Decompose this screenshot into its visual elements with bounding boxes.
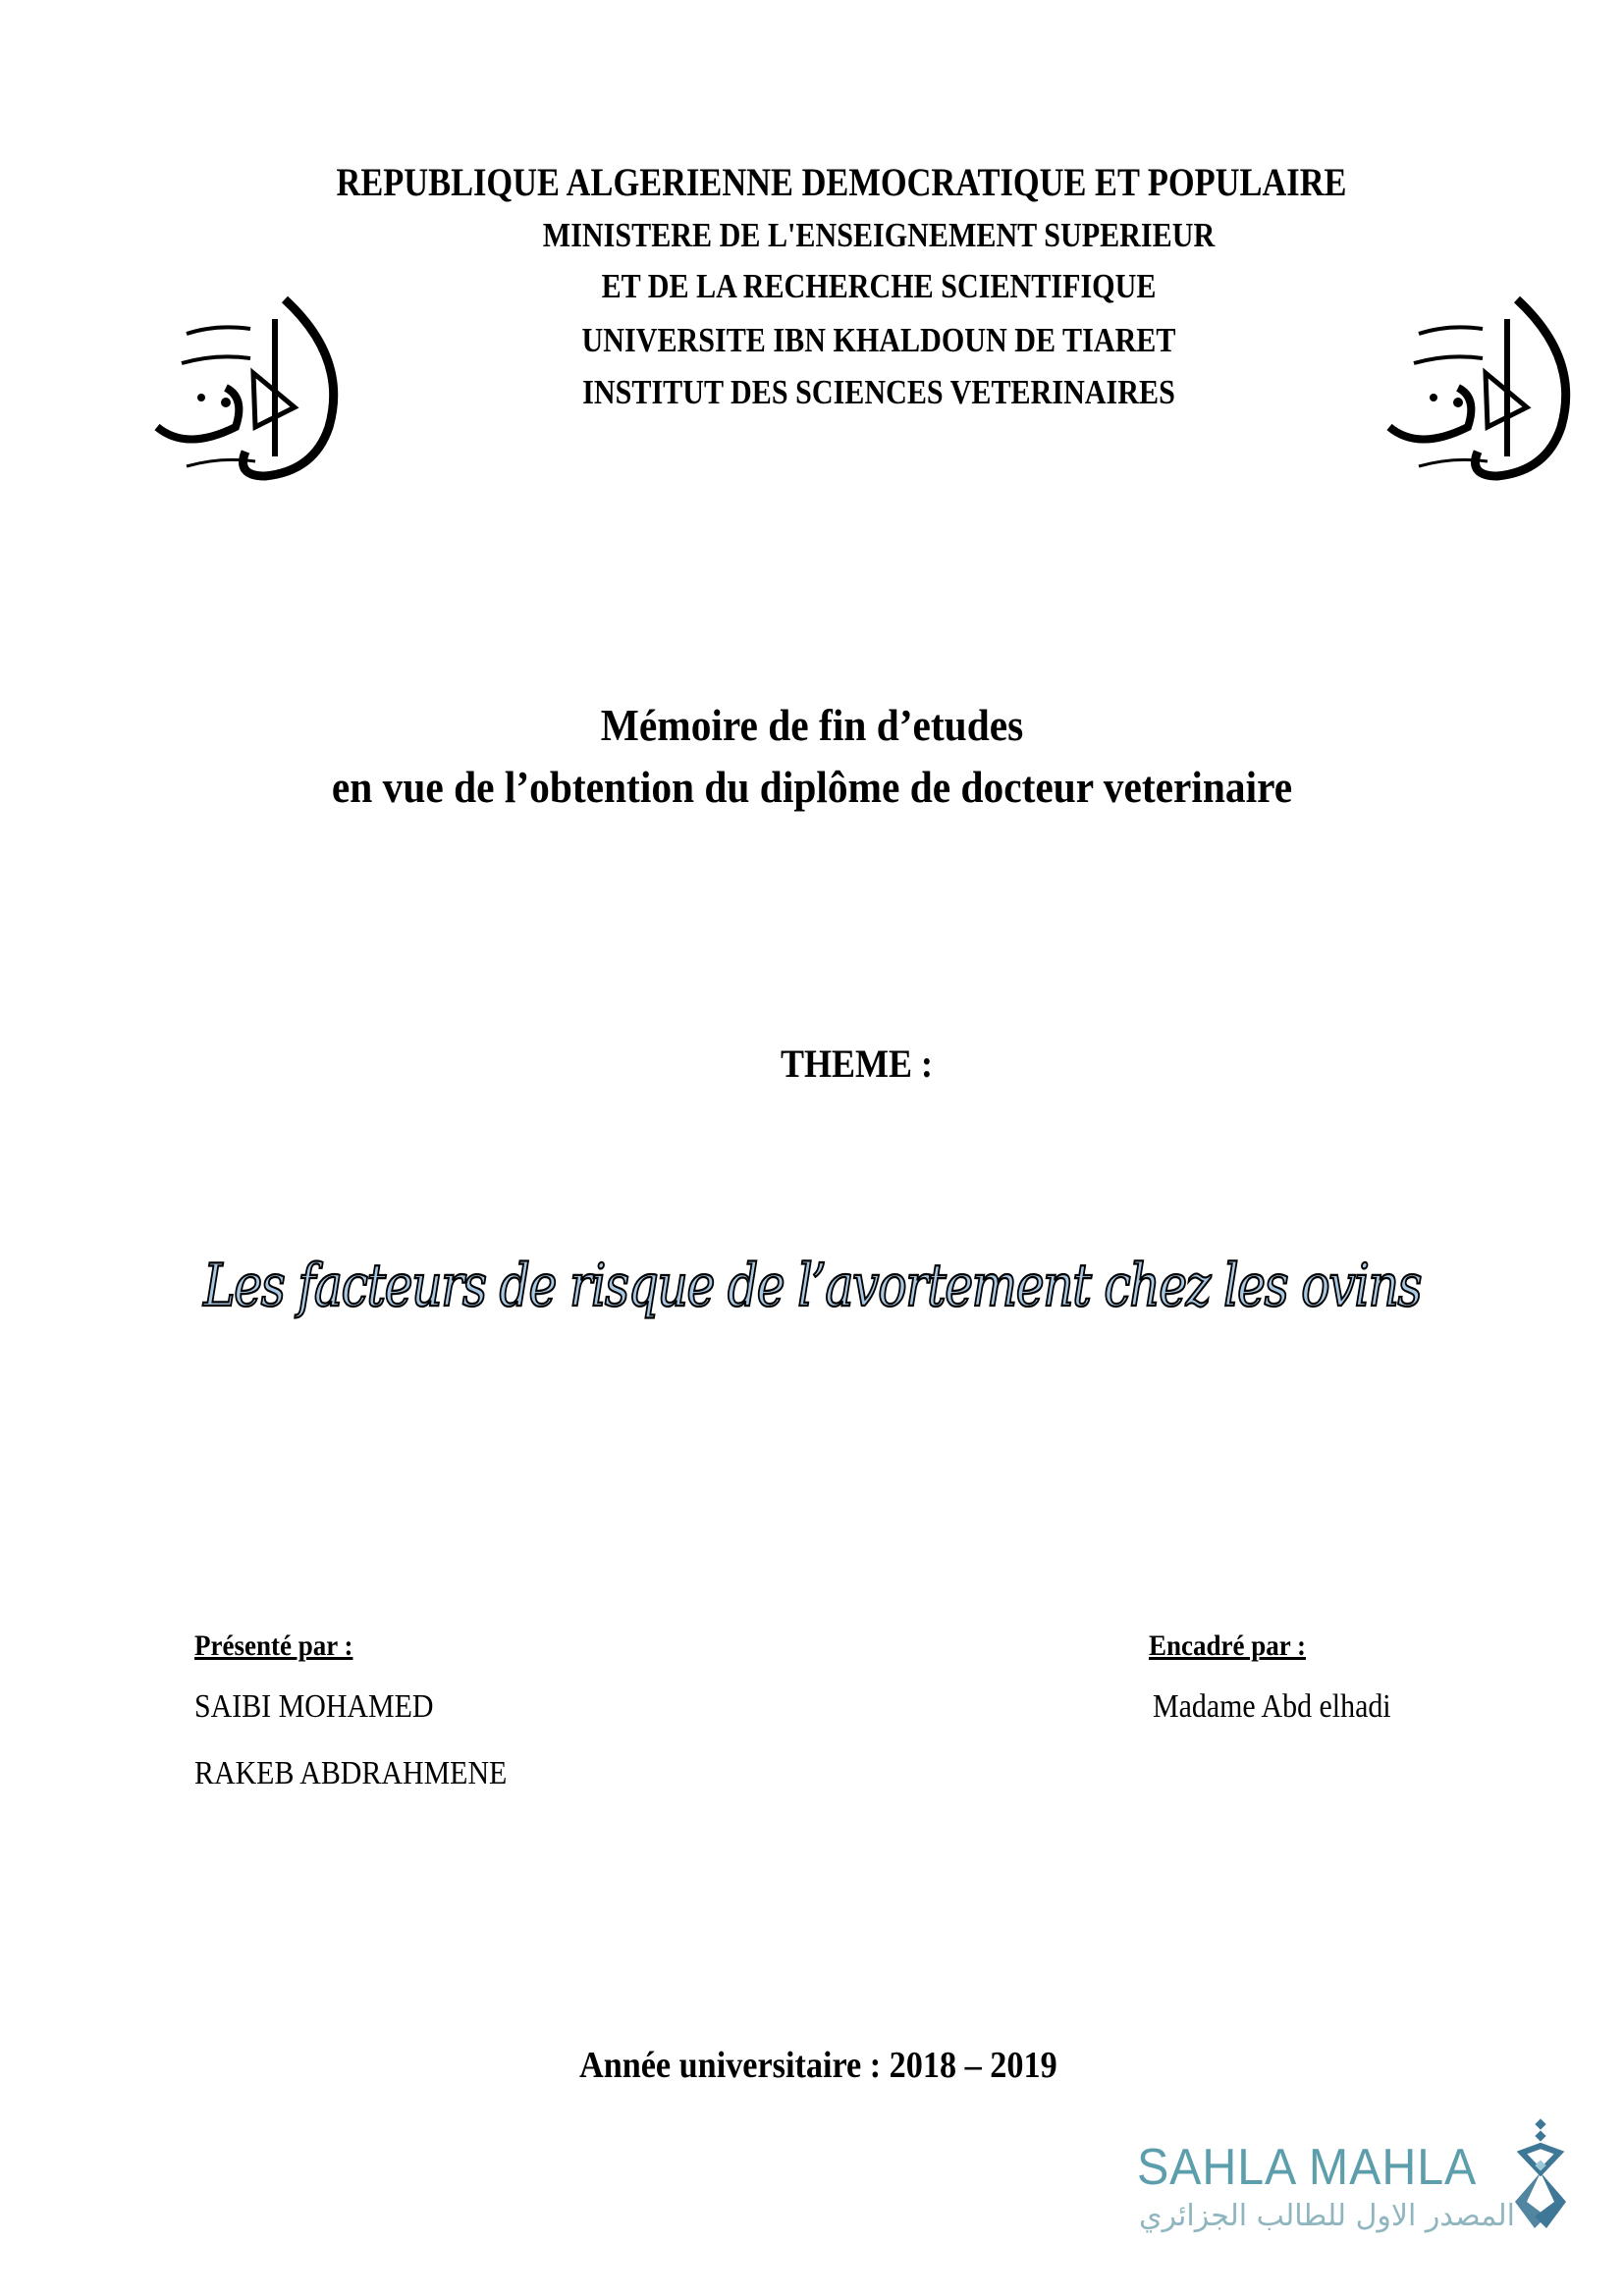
- header-ministry: MINISTERE DE L'ENSEIGNEMENT SUPERIEUR: [542, 216, 1216, 254]
- theme-label: THEME :: [781, 1041, 934, 1086]
- thesis-title: [0, 1252, 1624, 1320]
- memoire-subtitle: en vue de l’obtention du diplôme de docteur veterinaire: [331, 762, 1293, 812]
- header-republic: REPUBLIQUE ALGERIENNE DEMOCRATIQUE ET POPULAIRE: [336, 160, 1347, 204]
- memoire-title: Mémoire de fin d’etudes: [600, 700, 1024, 750]
- sahla-mahla-logo: [1507, 2118, 1576, 2236]
- header-institute: INSTITUT DES SCIENCES VETERINAIRES: [582, 373, 1175, 411]
- header-university: UNIVERSITE IBN KHALDOUN DE TIARET: [581, 321, 1176, 359]
- student-name: SAIBI MOHAMED: [194, 1688, 434, 1725]
- header-research: ET DE LA RECHERCHE SCIENTIFIQUE: [601, 267, 1157, 305]
- thesis-title-text: Les facteurs de risque de l’avortement chez les ovins: [203, 1252, 1421, 1320]
- sahla-mahla-emblem-icon: [1507, 2118, 1576, 2236]
- academic-year: Année universitaire : 2018 – 2019: [579, 2045, 1057, 2086]
- supervised-by-label: Encadré par :: [1149, 1629, 1307, 1662]
- watermark-tagline: المصدر الاول للطالب الجزائري: [1139, 2199, 1515, 2233]
- watermark-brand: SAHLA MAHLA: [1137, 2139, 1478, 2196]
- supervisor-name: Madame Abd elhadi: [1153, 1688, 1391, 1725]
- student-name: RAKEB ABDRAHMENE: [194, 1755, 508, 1791]
- presented-by-label: Présenté par :: [194, 1629, 353, 1662]
